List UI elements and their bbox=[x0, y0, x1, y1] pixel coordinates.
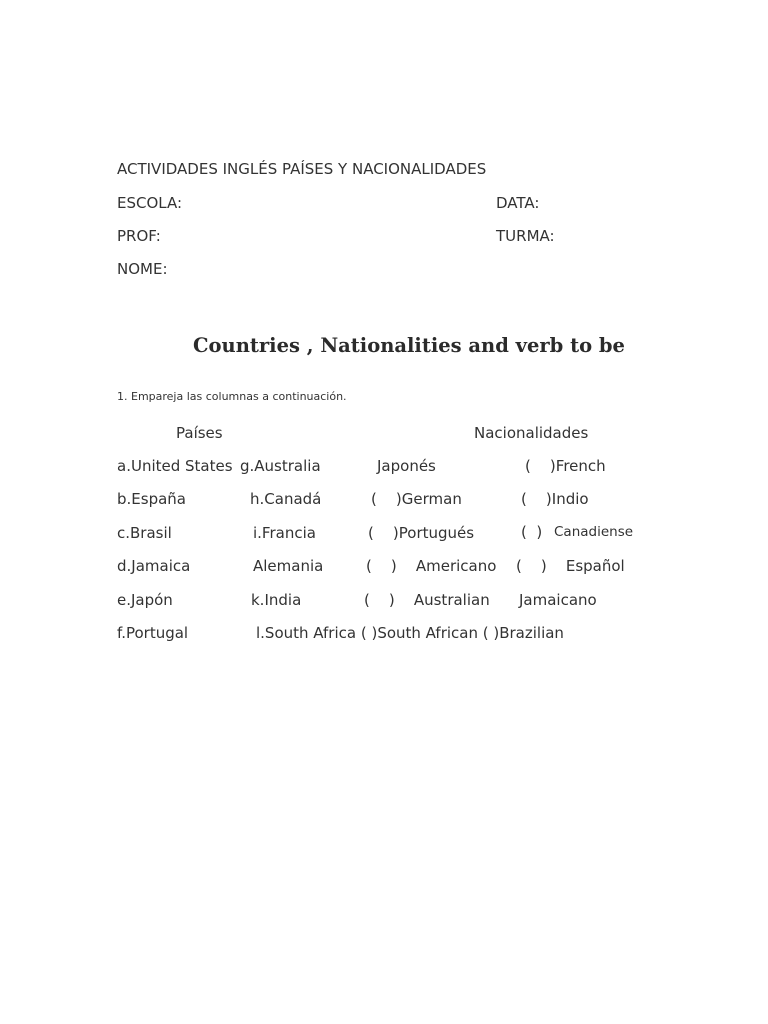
country-item: l.South Africa ( )South African ( )Brazilian bbox=[256, 624, 564, 642]
country-item: i.Francia bbox=[253, 524, 316, 542]
country-item: f.Portugal bbox=[117, 624, 189, 642]
nationality-item: Jamaicano bbox=[519, 591, 597, 609]
nationality-item: ( )Indio bbox=[521, 490, 589, 508]
column-header-nationalities: Nacionalidades bbox=[474, 424, 589, 442]
name-label: NOME: bbox=[117, 260, 168, 278]
nationality-item: ( )French bbox=[525, 457, 606, 475]
country-item: d.Jamaica bbox=[117, 557, 191, 575]
country-item: Alemania bbox=[253, 557, 324, 575]
class-label: TURMA: bbox=[496, 227, 555, 245]
nationality-item: ( ) Americano bbox=[366, 557, 497, 575]
column-header-countries: Países bbox=[176, 424, 223, 442]
country-item: e.Japón bbox=[117, 591, 173, 609]
nationality-item: ( )Portugués bbox=[368, 524, 475, 542]
answer-blank: ( ) bbox=[521, 523, 543, 541]
teacher-label: PROF: bbox=[117, 227, 161, 245]
section-heading: Countries , Nationalities and verb to be bbox=[193, 334, 625, 357]
nationality-item: ( )German bbox=[371, 490, 462, 508]
nationality-item: ( ) Español bbox=[516, 557, 625, 575]
nationality-item: Japonés bbox=[377, 457, 436, 475]
country-item: b.España bbox=[117, 490, 186, 508]
date-label: DATA: bbox=[496, 194, 540, 212]
country-item: a.United States bbox=[117, 457, 233, 475]
worksheet-title: ACTIVIDADES INGLÉS PAÍSES Y NACIONALIDADES bbox=[117, 160, 487, 178]
country-item: h.Canadá bbox=[250, 490, 322, 508]
country-item: g.Australia bbox=[240, 457, 321, 475]
country-item: c.Brasil bbox=[117, 524, 172, 542]
nationality-item: ( ) Australian bbox=[364, 591, 490, 609]
instruction-text: 1. Empareja las columnas a continuación. bbox=[117, 390, 347, 403]
school-label: ESCOLA: bbox=[117, 194, 183, 212]
nationality-item: Canadiense bbox=[554, 524, 634, 540]
country-item: k.India bbox=[251, 591, 302, 609]
